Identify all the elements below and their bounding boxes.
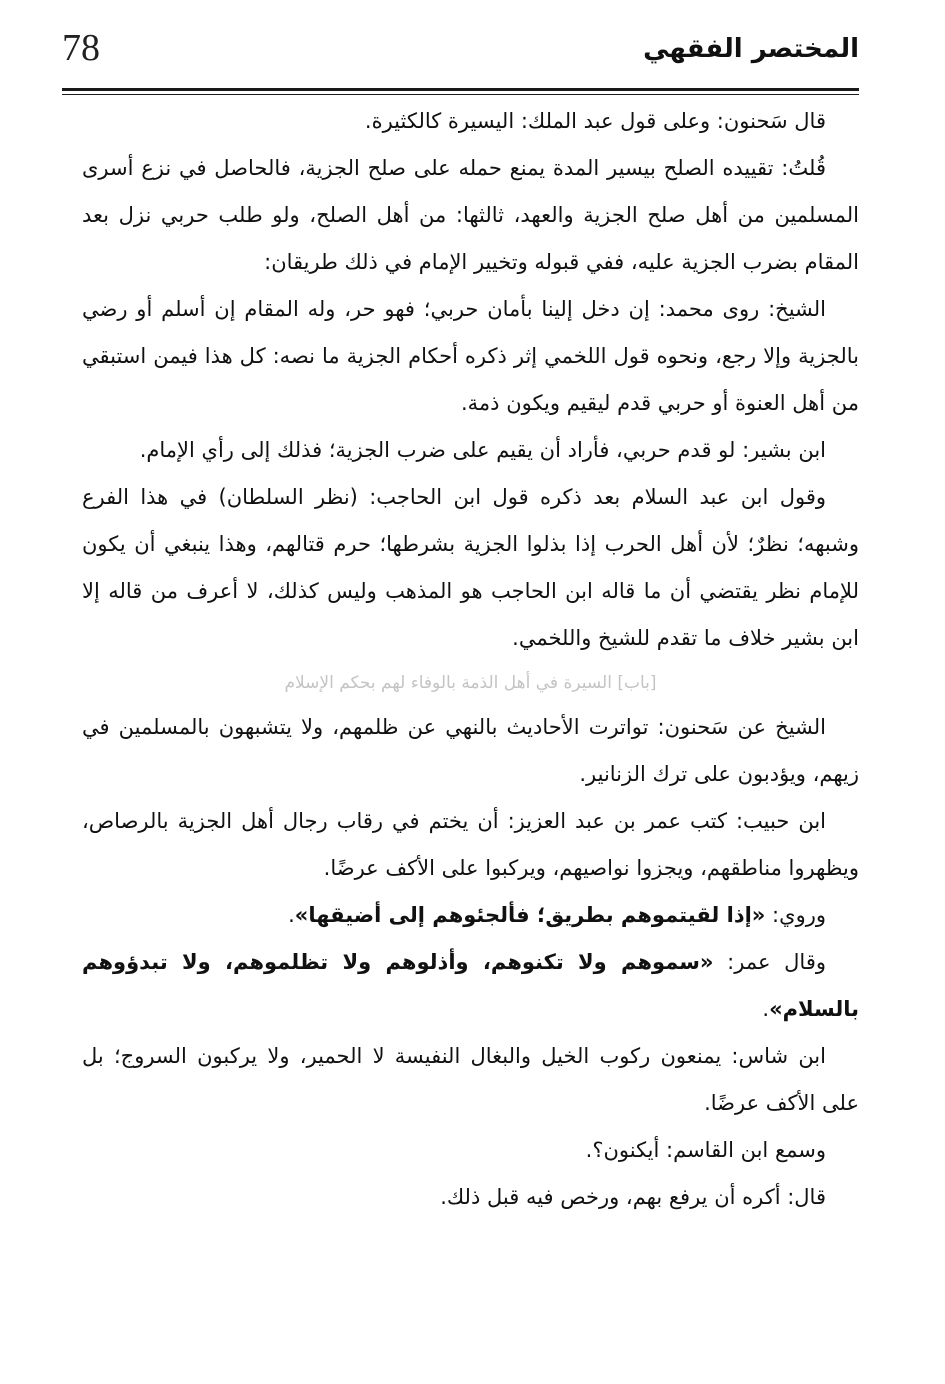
section-heading: [باب] السيرة في أهل الذمة بالوفاء لهم بحكم الإسلام: [284, 673, 657, 693]
paragraph: قال: أكره أن يرفع بهم، ورخص فيه قبل ذلك.: [440, 1185, 826, 1209]
paragraph: قُلتُ: تقييده الصلح بيسير المدة يمنع حمله على صلح الجزية، فالحاصل في نزع أسرى المسلمين من أهل صلح الجزية والعهد، ثالثها: من أهل الصلح، ولو طلب حربي نزل بعد المقام بضرب الجزية عليه، ففي قبوله وتخيير الإمام في ذلك طريقان:: [82, 156, 859, 274]
header-rule-thick: [62, 88, 859, 91]
paragraph: وقال عمر: «سموهم ولا تكنوهم، وأذلوهم ولا تظلموهم، ولا تبدؤوهم بالسلام».: [82, 950, 859, 1021]
paragraph: وقول ابن عبد السلام بعد ذكره قول ابن الحاجب: (نظر السلطان) في هذا الفرع وشبهه؛ نظرٌ؛ لأن أهل الحرب إذا بذلوا الجزية بشرطها؛ حرم قتالهم، وهذا ينبغي أن يكون للإمام نظر يقتضي أن ما قاله ابن الحاجب هو المذهب وليس كذلك، لا أعرف من قاله إلا ابن بشير خلاف ما تقدم للشيخ واللخمي.: [82, 485, 859, 650]
page-number: 78: [62, 27, 100, 69]
paragraph: ابن بشير: لو قدم حربي، فأراد أن يقيم على ضرب الجزية؛ فذلك إلى رأي الإمام.: [139, 438, 826, 462]
page-body: [82, 98, 859, 1221]
paragraph: وسمع ابن القاسم: أيكنون؟.: [585, 1138, 826, 1162]
athar-quote: «سموهم ولا تكنوهم، وأذلوهم ولا تظلموهم، ولا تبدؤوهم بالسلام»: [82, 950, 859, 1021]
paragraph: قال سَحنون: وعلى قول عبد الملك: اليسيرة كالكثيرة.: [364, 109, 826, 133]
header-rule-thin: [62, 94, 859, 95]
paragraph: ابن حبيب: كتب عمر بن عبد العزيز: أن يختم في رقاب رجال أهل الجزية بالرصاص، ويظهروا مناطقهم، ويجزوا نواصيهم، ويركبوا على الأكف عرضًا.: [82, 809, 859, 880]
paragraph: الشيخ عن سَحنون: تواترت الأحاديث بالنهي عن ظلمهم، ولا يتشبهون بالمسلمين في زيهم، ويؤدبون على ترك الزنانير.: [82, 715, 859, 786]
paragraph: ابن شاس: يمنعون ركوب الخيل والبغال النفيسة لا الحمير، ولا يركبون السروج؛ بل على الأكف عرضًا.: [82, 1044, 859, 1115]
paragraph: الشيخ: روى محمد: إن دخل إلينا بأمان حربي؛ فهو حر، وله المقام إن أسلم أو رضي بالجزية وإلا رجع، ونحوه قول اللخمي إثر ذكره أحكام الجزية ما نصه: كل هذا فيمن استبقي من أهل العنوة أو حربي قدم ليقيم ويكون ذمة.: [82, 297, 859, 415]
paragraph: وروي: «إذا لقيتموهم بطريق؛ فألجئوهم إلى أضيقها».: [288, 903, 826, 927]
running-title: المختصر الفقهي: [643, 34, 859, 64]
hadith-quote: «إذا لقيتموهم بطريق؛ فألجئوهم إلى أضيقها»: [294, 903, 766, 927]
page-header: [62, 22, 859, 84]
